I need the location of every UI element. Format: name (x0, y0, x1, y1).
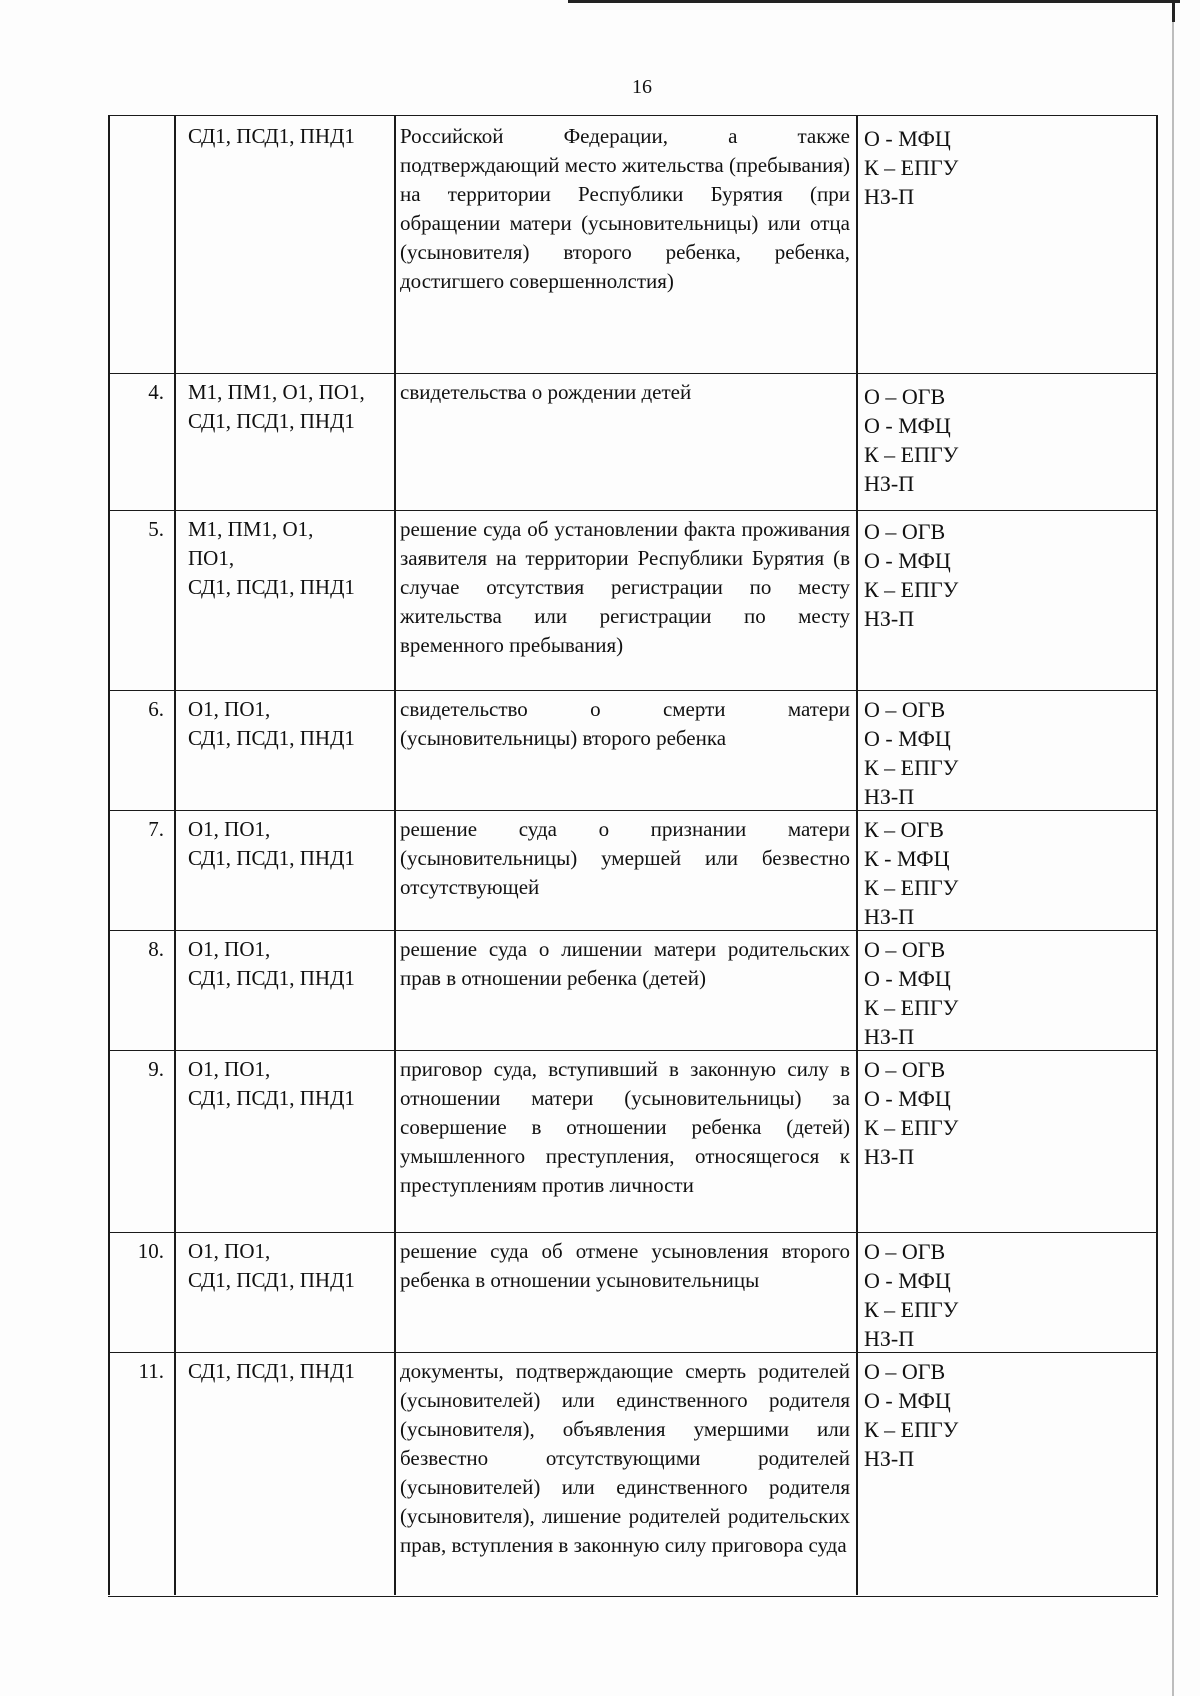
document-description: свидетельства о рождении детей (400, 380, 692, 404)
applicant-categories: О1, ПО1, СД1, ПСД1, ПНД1 (188, 937, 355, 990)
table-row (108, 690, 1158, 811)
page-number: 16 (632, 76, 652, 98)
submission-methods: О – ОГВ О - МФЦ К – ЕПГУ НЗ-П (864, 519, 959, 631)
applicant-categories: О1, ПО1, СД1, ПСД1, ПНД1 (188, 817, 355, 870)
table-row (108, 115, 1158, 374)
applicant-categories: СД1, ПСД1, ПНД1 (188, 1359, 355, 1383)
submission-methods: О – ОГВ О - МФЦ К – ЕПГУ НЗ-П (864, 697, 959, 809)
right-edge-rule (1172, 0, 1174, 1696)
table-row (108, 510, 1158, 691)
row-number: 10. (137, 1239, 164, 1263)
document-description: Российской Федерации, а также подтверждающий место жительства (пребывания) на территории Республики Бурятия (при обращении матери (усыновительницы) или отца (усыновителя) второго ребенка, ребенка, достигшего совершеннолстия) (400, 124, 850, 293)
submission-methods: О – ОГВ О - МФЦ К – ЕПГУ НЗ-П (864, 1057, 959, 1169)
table-row (108, 1232, 1158, 1353)
table-row (108, 810, 1158, 931)
document-description: свидетельство о смерти матери (усыновительницы) второго ребенка (400, 697, 850, 750)
row-number: 7. (148, 817, 164, 841)
row-number: 8. (148, 937, 164, 961)
right-edge-tick (1172, 0, 1175, 22)
table-row (108, 1352, 1158, 1597)
document-description: решение суда об отмене усыновления второго ребенка в отношении усыновительницы (400, 1239, 850, 1292)
submission-methods: О – ОГВ О - МФЦ К – ЕПГУ НЗ-П (864, 937, 959, 1049)
applicant-categories: О1, ПО1, СД1, ПСД1, ПНД1 (188, 697, 355, 750)
table-row (108, 373, 1158, 511)
row-number: 6. (148, 697, 164, 721)
top-edge-rule (568, 0, 1180, 3)
row-number: 9. (148, 1057, 164, 1081)
document-description: документы, подтверждающие смерть родителей (усыновителей) или единственного родителя (усыновителя), объявления умершими или безвестно отсутствующими родителей (усыновителей) или единственного родителя (усыновителя), лишение родителей родительских прав, вступления в законную силу приговора суда (400, 1359, 850, 1557)
applicant-categories: О1, ПО1, СД1, ПСД1, ПНД1 (188, 1057, 355, 1110)
document-description: приговор суда, вступивший в законную силу в отношении матери (усыновительницы) за совершение в отношении ребенка (детей) умышленного преступления, относящегося к преступлениям против личности (400, 1057, 850, 1197)
row-number: 5. (148, 517, 164, 541)
applicant-categories: М1, ПМ1, О1, ПО1, СД1, ПСД1, ПНД1 (188, 380, 365, 433)
document-description: решение суда о лишении матери родительских прав в отношении ребенка (детей) (400, 937, 850, 990)
document-description: решение суда об установлении факта проживания заявителя на территории Республики Бурятия (в случае отсутствия регистрации по месту жительства или регистрации по месту временного пребывания) (400, 517, 850, 657)
applicant-categories: СД1, ПСД1, ПНД1 (188, 124, 355, 148)
row-number: 4. (148, 380, 164, 404)
submission-methods: О – ОГВ О - МФЦ К – ЕПГУ НЗ-П (864, 384, 959, 496)
submission-methods: О - МФЦ К – ЕПГУ НЗ-П (864, 126, 959, 209)
documents-table (108, 115, 1158, 1595)
applicant-categories: О1, ПО1, СД1, ПСД1, ПНД1 (188, 1239, 355, 1292)
submission-methods: О – ОГВ О - МФЦ К – ЕПГУ НЗ-П (864, 1239, 959, 1351)
table-row (108, 1050, 1158, 1233)
table-row (108, 930, 1158, 1051)
applicant-categories: М1, ПМ1, О1, ПО1, СД1, ПСД1, ПНД1 (188, 517, 355, 599)
document-description: решение суда о признании матери (усыновительницы) умершей или безвестно отсутствующей (400, 817, 850, 899)
submission-methods: К – ОГВ К - МФЦ К – ЕПГУ НЗ-П (864, 817, 959, 929)
submission-methods: О – ОГВ О - МФЦ К – ЕПГУ НЗ-П (864, 1359, 959, 1471)
row-number: 11. (138, 1359, 164, 1383)
